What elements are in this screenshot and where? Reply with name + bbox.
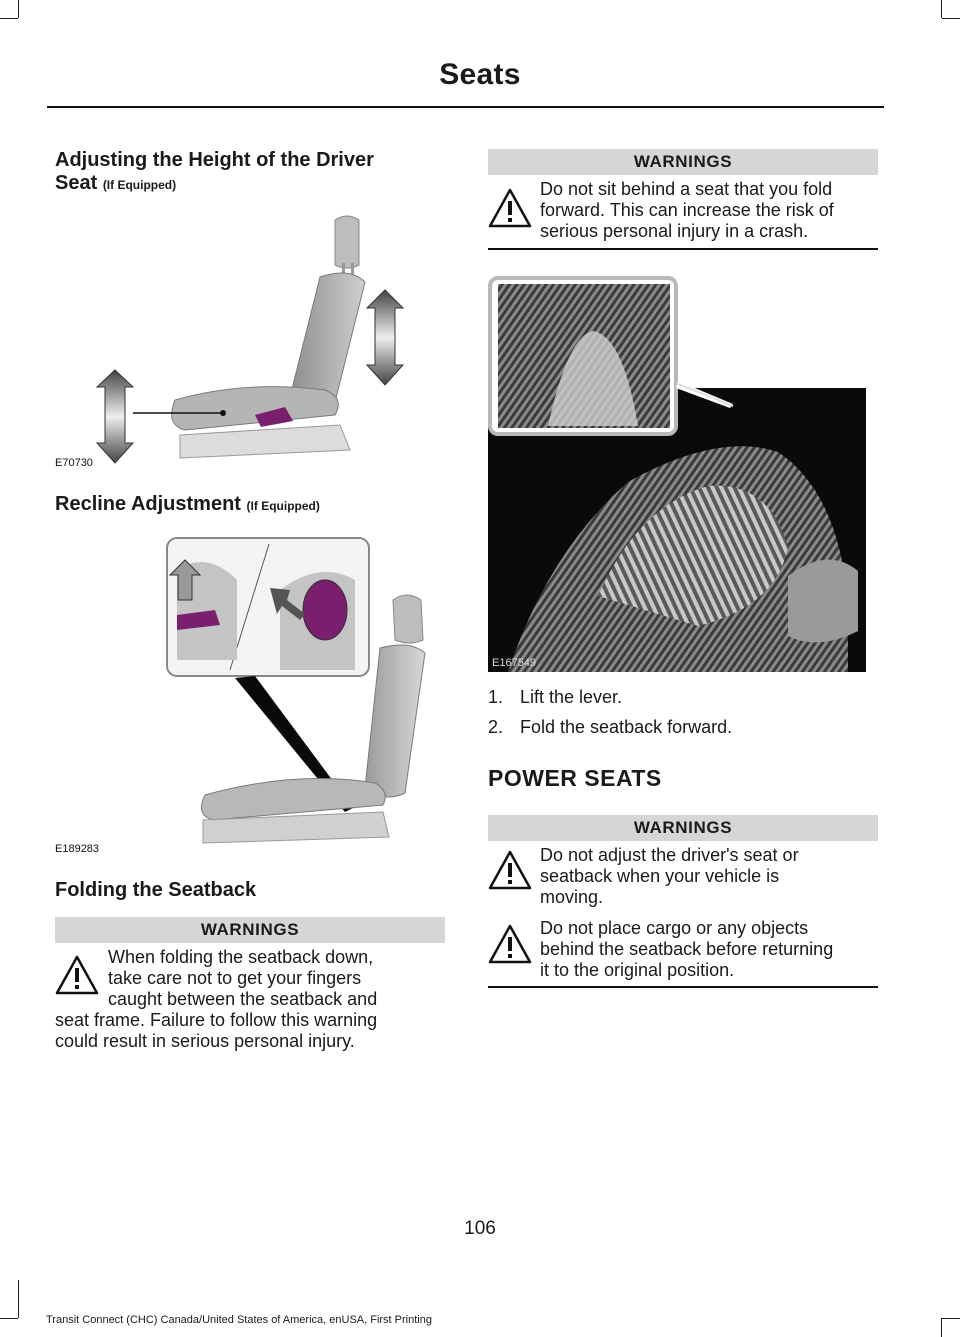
- step-number: 1.: [488, 687, 504, 707]
- warning-line: caught between the seatback and: [108, 989, 378, 1009]
- warning-text: [108, 947, 448, 1010]
- warning-line: it to the original position.: [540, 960, 735, 980]
- warnings-header: WARNINGS: [488, 149, 878, 175]
- warning-line: behind the seatback before returning: [540, 939, 834, 959]
- heading-text-line2: Seat: [55, 172, 98, 194]
- crop-mark: [0, 1318, 18, 1319]
- page-number: 106: [464, 1218, 496, 1239]
- warning-line: forward. This can increase the risk of: [540, 200, 834, 220]
- fold-seatback-figure: [488, 276, 866, 672]
- crop-mark: [942, 18, 960, 19]
- warning-line: Do not adjust the driver's seat or: [540, 845, 799, 865]
- recline-figure: [55, 530, 445, 860]
- page-title: Seats: [439, 58, 521, 91]
- if-equipped-label: (If Equipped): [246, 499, 320, 513]
- height-adjust-figure: [55, 205, 445, 470]
- warning-text: [540, 179, 885, 242]
- crop-mark: [942, 1318, 960, 1319]
- section-heading-power-seats: POWER SEATS: [488, 765, 662, 791]
- step-text: Fold the seatback forward.: [520, 717, 733, 737]
- warnings-header: WARNINGS: [488, 815, 878, 841]
- if-equipped-label: (If Equipped): [102, 178, 177, 192]
- warning-text: [540, 845, 885, 908]
- section-heading-recline: [55, 493, 455, 518]
- warning-end-rule: [488, 248, 878, 250]
- crop-mark: [941, 1318, 942, 1337]
- warning-line: serious personal injury in a crash.: [540, 221, 809, 241]
- crop-mark: [18, 1280, 19, 1318]
- seat-fold-illustration: [488, 276, 866, 672]
- section-heading-folding: Folding the Seatback: [55, 879, 257, 901]
- figure-code: E189283: [55, 843, 100, 855]
- warning-triangle-icon: [55, 955, 99, 995]
- seat-height-illustration: [55, 205, 445, 470]
- warning-line: seatback when your vehicle is: [540, 866, 780, 886]
- section-heading-height: [55, 149, 455, 197]
- warning-end-rule: [488, 986, 878, 988]
- warning-line: take care not to get your fingers: [108, 968, 362, 988]
- warning-line: moving.: [540, 887, 604, 907]
- warning-line: Do not place cargo or any objects: [540, 918, 809, 938]
- warning-line: could result in serious personal injury.: [55, 1031, 355, 1051]
- heading-text: Recline Adjustment: [55, 493, 241, 515]
- figure-code: E167549: [492, 657, 537, 669]
- figure-code: E70730: [55, 457, 93, 469]
- crop-mark: [941, 0, 942, 18]
- header-divider: [47, 106, 884, 108]
- warning-triangle-icon: [488, 924, 532, 964]
- crop-mark: [18, 0, 19, 18]
- warning-line: Do not sit behind a seat that you fold: [540, 179, 833, 199]
- warning-triangle-icon: [488, 850, 532, 890]
- seat-recline-illustration: [55, 530, 445, 860]
- step-number: 2.: [488, 717, 504, 737]
- warnings-header: WARNINGS: [55, 917, 445, 943]
- warning-text: [540, 918, 885, 981]
- warning-triangle-icon: [488, 188, 532, 228]
- crop-mark: [0, 18, 18, 19]
- warning-text-continued: [55, 1010, 450, 1052]
- publication-footer: Transit Connect (CHC) Canada/United States of America, enUSA, First Printing: [46, 1314, 432, 1326]
- step-text: Lift the lever.: [520, 687, 623, 707]
- warning-line: When folding the seatback down,: [108, 947, 374, 967]
- warning-line: seat frame. Failure to follow this warning: [55, 1010, 378, 1030]
- step-item: [488, 686, 622, 708]
- heading-text: Adjusting the Height of the Driver: [55, 149, 374, 171]
- step-item: [488, 716, 732, 738]
